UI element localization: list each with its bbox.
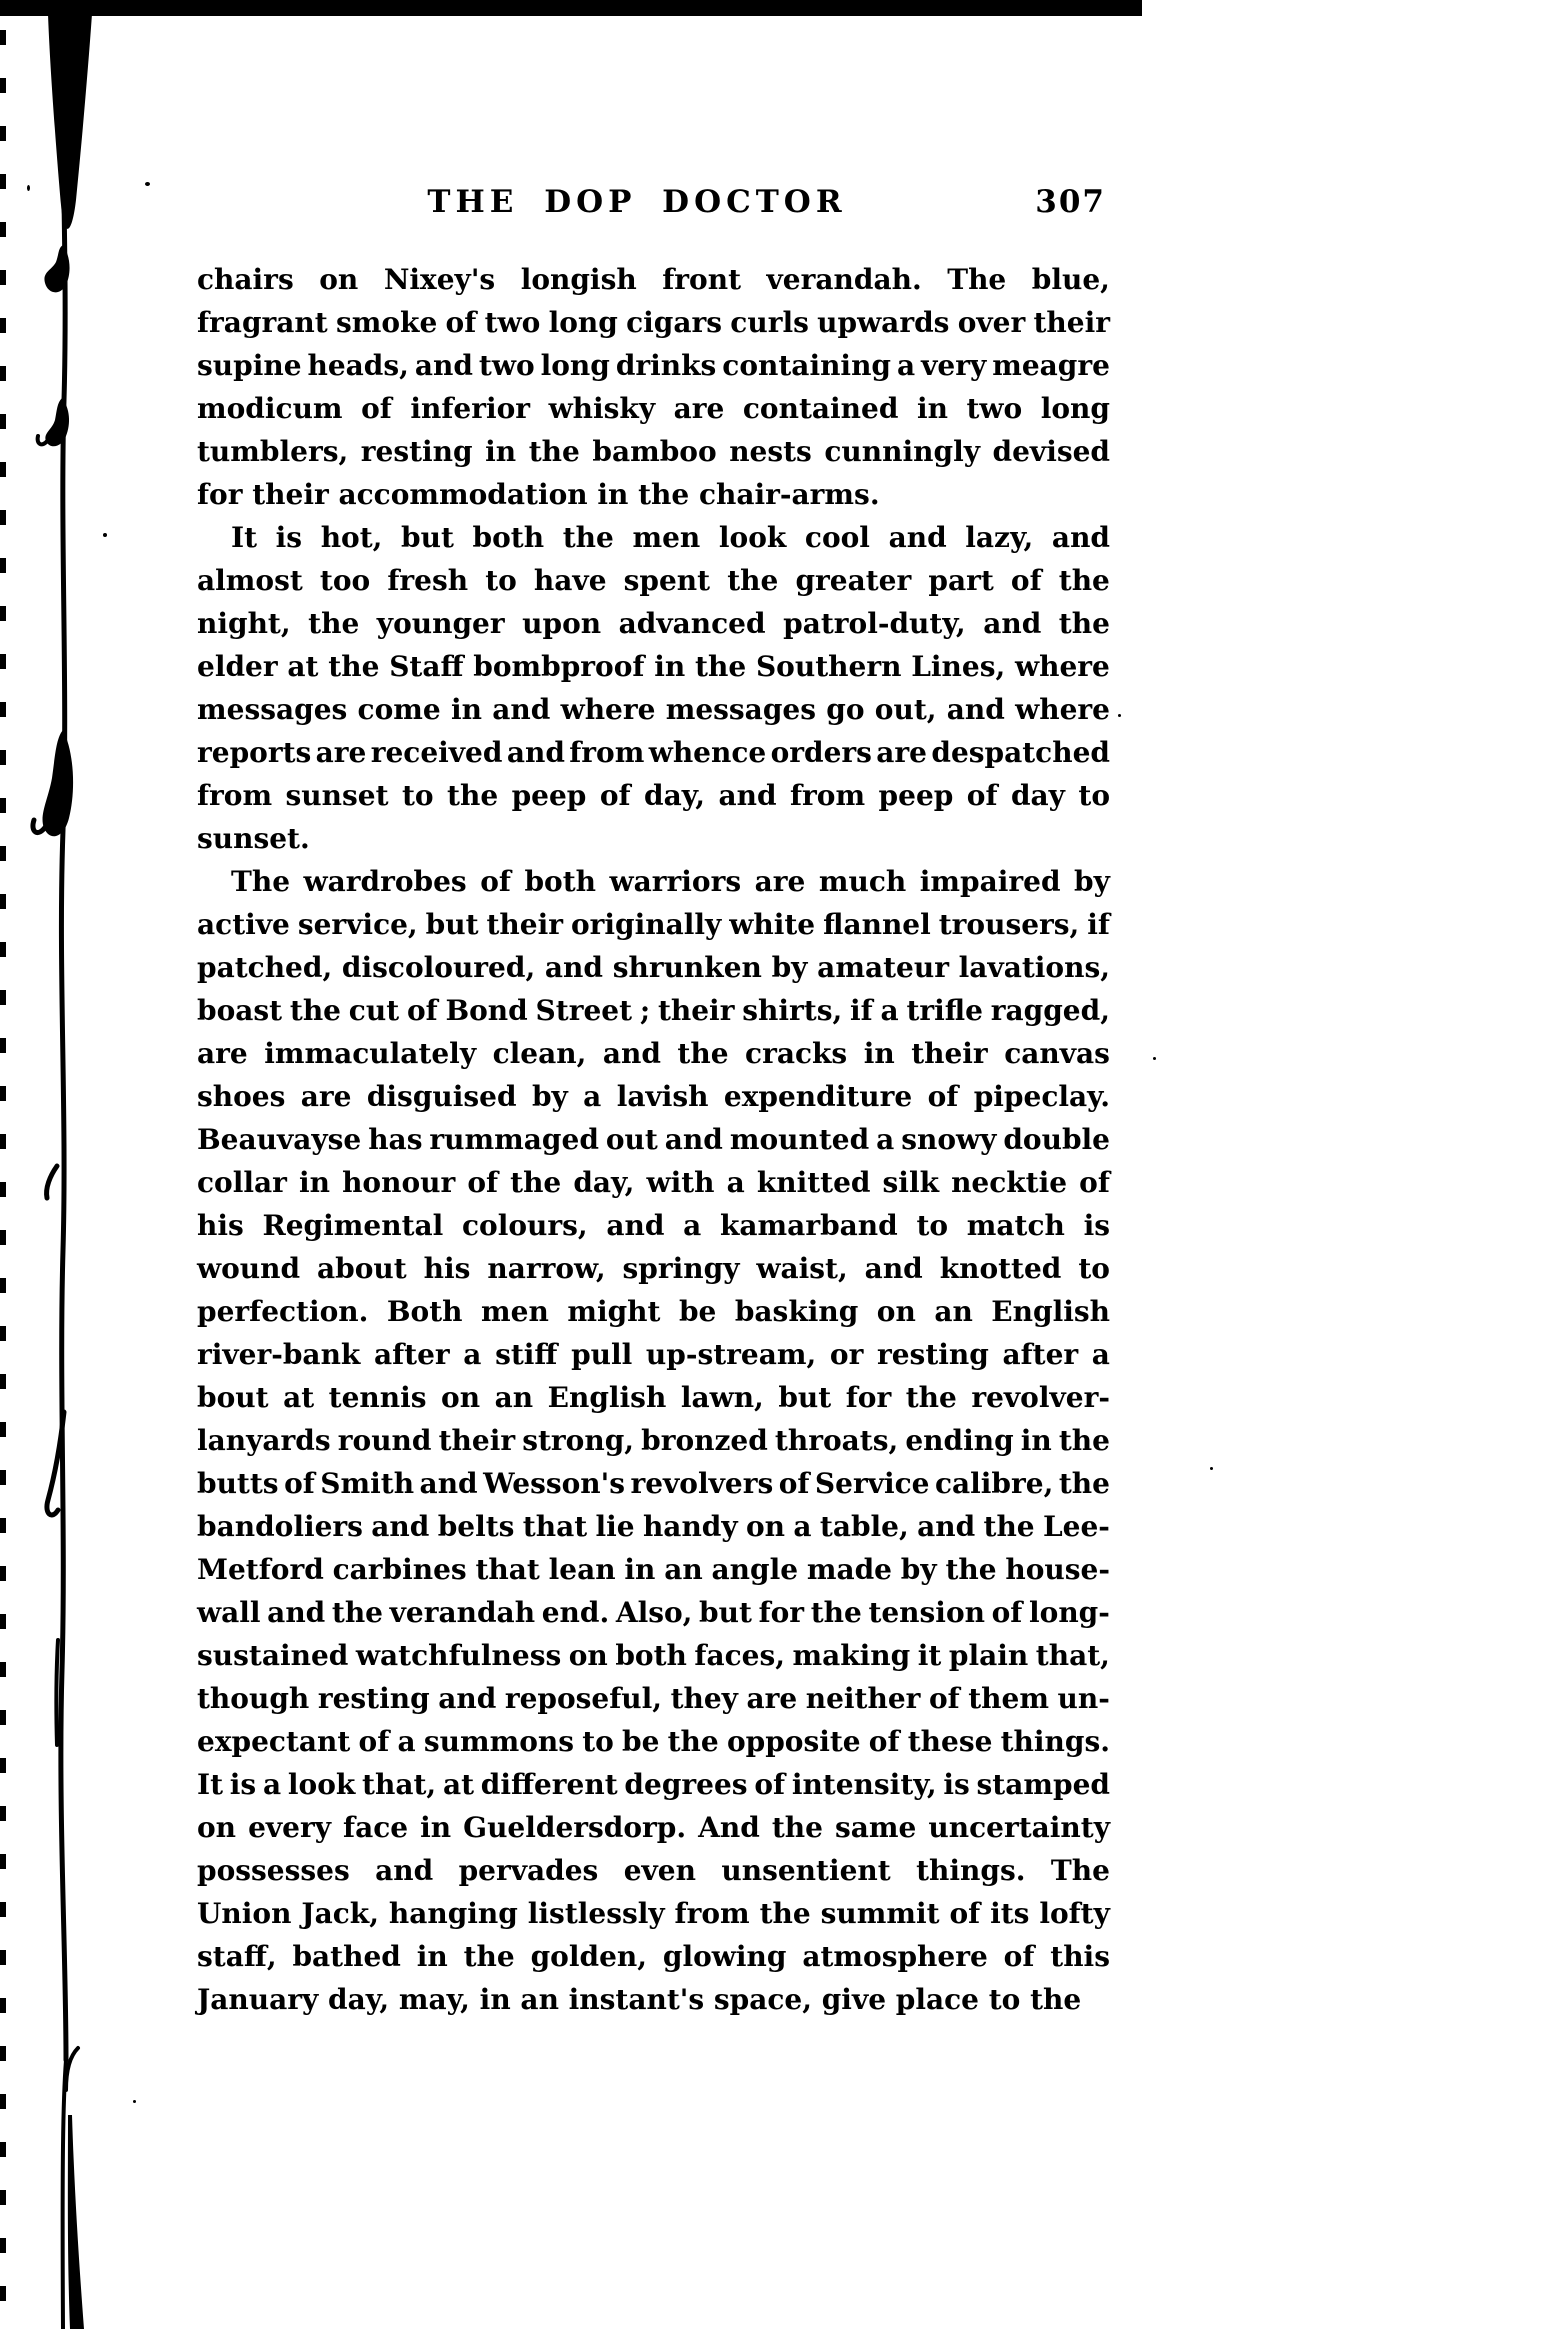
text-line: Beauvayse has rummaged out and mounted a snowy double xyxy=(197,1123,1110,1156)
text-line: supine heads, and two long drinks containing a very meagre xyxy=(197,349,1110,382)
text-line: are immaculately clean, and the cracks in their canvas xyxy=(197,1037,1110,1070)
text-line: Union Jack, hanging listlessly from the summit of its lofty xyxy=(197,1897,1110,1930)
text-line: lanyards round their strong, bronzed throats, ending in the xyxy=(197,1424,1110,1457)
text-line: sunset. xyxy=(197,822,310,855)
text-line: modicum of inferior whisky are contained in two long xyxy=(197,392,1110,425)
text-line: river-bank after a stiff pull up-stream, or resting after a xyxy=(197,1338,1110,1371)
text-line: staff, bathed in the golden, glowing atmosphere of this xyxy=(197,1940,1110,1973)
text-line: wound about his narrow, springy waist, and knotted to xyxy=(197,1252,1110,1285)
ink-speck xyxy=(145,182,150,186)
text-line: though resting and reposeful, they are neither of them un- xyxy=(197,1682,1110,1715)
scan-edge-top-bar xyxy=(0,0,1142,16)
paragraph xyxy=(197,258,1110,516)
binding-gutter-mark xyxy=(0,0,130,2329)
text-line: almost too fresh to have spent the greater part of the xyxy=(197,564,1110,597)
ink-speck xyxy=(103,533,107,537)
text-line: messages come in and where messages go out, and where xyxy=(197,693,1110,726)
page-number: 307 xyxy=(1035,184,1106,220)
paragraph xyxy=(197,860,1110,2021)
text-line: boast the cut of Bond Street ; their shirts, if a trifle ragged, xyxy=(197,994,1110,1027)
text-line: chairs on Nixey's longish front verandah. The blue, xyxy=(197,263,1110,296)
running-title: THE DOP DOCTOR xyxy=(427,184,847,220)
text-line: collar in honour of the day, with a knitted silk necktie of xyxy=(197,1166,1110,1199)
ink-speck xyxy=(1118,714,1121,717)
text-line: The wardrobes of both warriors are much impaired by xyxy=(231,865,1110,898)
text-line: elder at the Staff bombproof in the Southern Lines, where xyxy=(197,650,1110,683)
text-line: It is a look that, at different degrees of intensity, is stamped xyxy=(197,1768,1110,1801)
page-header xyxy=(197,184,1110,226)
ink-speck xyxy=(1153,1057,1156,1060)
text-line: sustained watchfulness on both faces, making it plain that, xyxy=(197,1639,1110,1672)
text-line: bout at tennis on an English lawn, but for the revolver- xyxy=(197,1381,1110,1414)
text-line: wall and the verandah end. Also, but for the tension of long- xyxy=(197,1596,1110,1629)
ink-speck xyxy=(27,185,30,191)
text-line: night, the younger upon advanced patrol-duty, and the xyxy=(197,607,1110,640)
body-text xyxy=(197,258,1110,2021)
text-line: his Regimental colours, and a kamarband to match is xyxy=(197,1209,1110,1242)
paragraph xyxy=(197,516,1110,860)
text-line: reports are received and from whence orders are despatched xyxy=(197,736,1110,769)
text-line: tumblers, resting in the bamboo nests cunningly devised xyxy=(197,435,1110,468)
ink-speck xyxy=(1210,1467,1213,1470)
ink-speck xyxy=(133,2100,136,2103)
text-line: perfection. Both men might be basking on an English xyxy=(197,1295,1110,1328)
text-line: bandoliers and belts that lie handy on a table, and the Lee- xyxy=(197,1510,1110,1543)
text-line: possesses and pervades even unsentient things. The xyxy=(197,1854,1110,1887)
text-line: Metford carbines that lean in an angle made by the house- xyxy=(197,1553,1110,1586)
text-line: on every face in Gueldersdorp. And the same uncertainty xyxy=(197,1811,1110,1844)
text-line: active service, but their originally white flannel trousers, if xyxy=(197,908,1110,941)
text-line: January day, may, in an instant's space, give place to the xyxy=(197,1983,1082,2016)
text-line: butts of Smith and Wesson's revolvers of Service calibre, the xyxy=(197,1467,1110,1500)
text-line: shoes are disguised by a lavish expenditure of pipeclay. xyxy=(197,1080,1110,1113)
text-line: fragrant smoke of two long cigars curls upwards over their xyxy=(197,306,1110,339)
text-line: It is hot, but both the men look cool and lazy, and xyxy=(231,521,1110,554)
text-line: from sunset to the peep of day, and from peep of day to xyxy=(197,779,1110,812)
text-line: expectant of a summons to be the opposite of these things. xyxy=(197,1725,1110,1758)
text-line: patched, discoloured, and shrunken by amateur lavations, xyxy=(197,951,1110,984)
text-line: for their accommodation in the chair-arms. xyxy=(197,478,880,511)
